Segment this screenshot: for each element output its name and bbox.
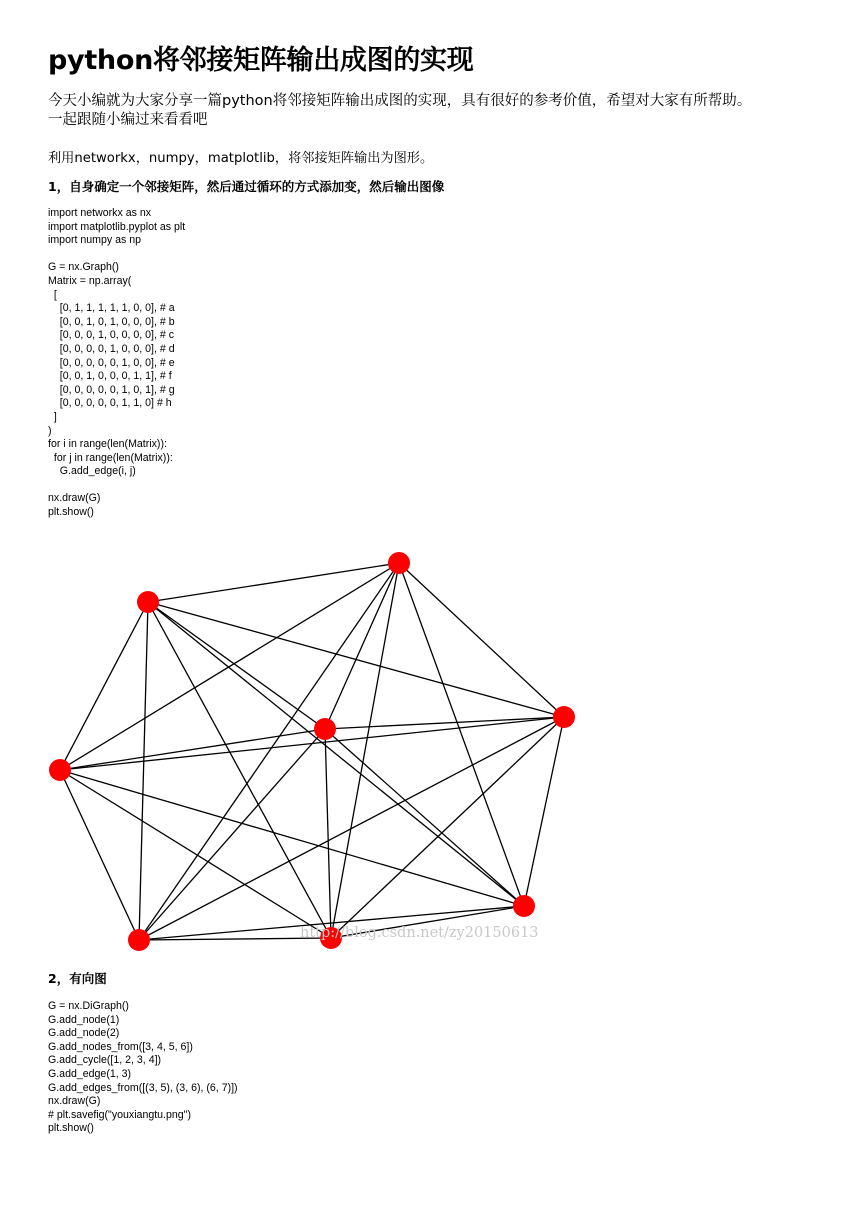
code-line: import networkx as nx [48, 207, 152, 219]
code-line: nx.draw(G) [48, 1095, 101, 1108]
intro-line: 一起跟随小编过来看看吧 [48, 112, 208, 128]
graph-edge [60, 770, 139, 940]
code-line: [0, 0, 0, 1, 0, 0, 0, 0], # c [48, 329, 175, 342]
lead-paragraph: 利用networkx，numpy，matplotlib，将邻接矩阵输出为图形。 [48, 151, 434, 166]
code-line: import matplotlib.pyplot as plt [48, 220, 186, 233]
code-line: plt.show() [48, 506, 94, 519]
graph-edge [60, 602, 148, 770]
code-line: G = nx.Graph() [48, 261, 119, 274]
graph-node [137, 591, 159, 613]
graph-node [49, 759, 71, 781]
code-line: ) [48, 424, 52, 437]
page-title: python将邻接矩阵输出成图的实现 [48, 45, 474, 76]
graph-node [513, 895, 535, 917]
graph-edge [524, 717, 564, 906]
graph-edge [399, 563, 524, 906]
intro-line: 今天小编就为大家分享一篇python将邻接矩阵输出成图的实现，具有很好的参考价值，希望对大家有所帮助。 [48, 93, 752, 109]
code-line: for i in range(len(Matrix)): [48, 438, 167, 451]
code-line: Matrix = np.array( [48, 274, 132, 287]
code-line: G.add_node(1) [48, 1013, 120, 1026]
code-line: G.add_edge(1, 3) [48, 1067, 132, 1080]
code-line: G.add_node(2) [48, 1027, 120, 1040]
graph-edge [325, 717, 564, 729]
code-line: G.add_edge(i, j) [48, 465, 136, 478]
code-line: [0, 0, 1, 0, 0, 0, 1, 1], # f [48, 370, 172, 383]
watermark: http://blog.csdn.net/zy20150613 [300, 925, 539, 941]
graph-edge [60, 729, 325, 770]
graph-edge [139, 717, 564, 940]
graph-node [388, 552, 410, 574]
code-line: nx.draw(G) [48, 492, 101, 505]
code-line: G = nx.DiGraph() [48, 1000, 129, 1012]
code-line: plt.show() [48, 1122, 94, 1135]
graph-edge [325, 729, 524, 906]
code-line: G.add_edges_from([(3, 5), (3, 6), (6, 7)]) [48, 1081, 238, 1094]
code-line: # plt.savefig("youxiangtu.png") [48, 1108, 191, 1121]
code-line: [0, 0, 0, 0, 0, 1, 0, 0], # e [48, 356, 175, 369]
graph-edge [60, 563, 399, 770]
graph-edge [60, 770, 331, 938]
code-line: [0, 1, 1, 1, 1, 1, 0, 0], # a [48, 302, 175, 315]
code-line: [0, 0, 1, 0, 1, 0, 0, 0], # b [48, 315, 175, 328]
code-line: G.add_nodes_from([3, 4, 5, 6]) [48, 1040, 193, 1053]
code-line: [0, 0, 0, 0, 0, 1, 1, 0] # h [48, 397, 172, 410]
graph-edge [139, 602, 148, 940]
code-line: ] [48, 410, 57, 423]
graph-node [128, 929, 150, 951]
code-line: G.add_cycle([1, 2, 3, 4]) [48, 1054, 162, 1067]
code-line: [0, 0, 0, 0, 1, 0, 0, 0], # d [48, 342, 175, 355]
graph-edge [139, 729, 325, 940]
graph-edge [148, 563, 399, 602]
graph-node [314, 718, 336, 740]
section-1-heading: 1，自身确定一个邻接矩阵，然后通过循环的方式添加变，然后输出图像 [48, 179, 445, 194]
graph-edge [60, 770, 524, 906]
graph-node [553, 706, 575, 728]
section-2-heading: 2，有向图 [48, 971, 107, 986]
graph-edge [148, 602, 325, 729]
code-line: [0, 0, 0, 0, 0, 1, 0, 1], # g [48, 383, 175, 396]
code-line: import numpy as np [48, 234, 142, 247]
code-line: [ [48, 288, 57, 301]
graph-edge [331, 563, 399, 938]
graph-edge [325, 563, 399, 729]
graph-edge [148, 602, 524, 906]
graph-edge [325, 729, 331, 938]
code-line: for j in range(len(Matrix)): [48, 451, 173, 464]
